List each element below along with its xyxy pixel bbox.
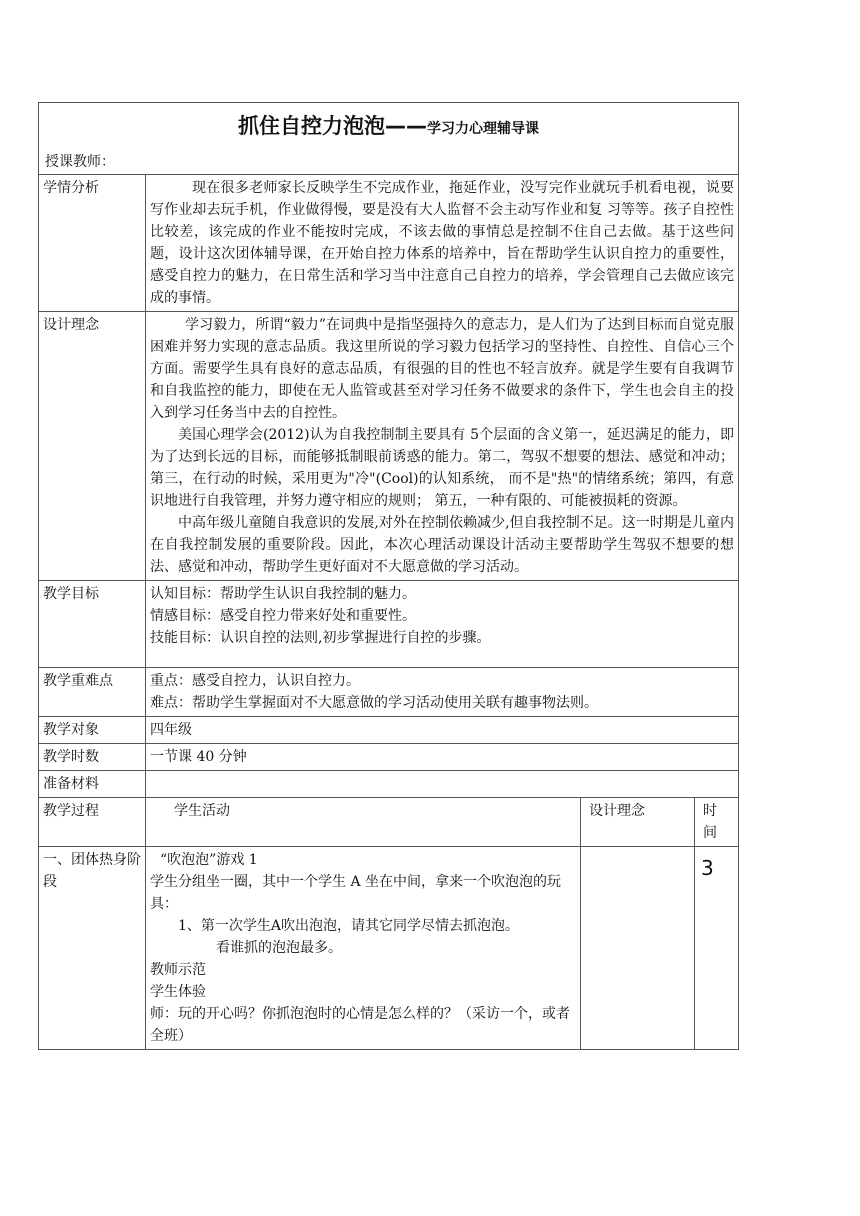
stage1-line: 1、第一次学生A吹出泡泡，请其它同学尽情去抓泡泡。 [178, 918, 520, 934]
target-label: 教学对象 [39, 717, 146, 744]
title-main: 抓住自控力泡泡—— [238, 114, 427, 138]
stage1-line: 看谁抓的泡泡最多。 [216, 940, 342, 956]
situation-row [39, 175, 739, 312]
keypoint-focus: 重点：感受自控力，认识自控力。 [150, 673, 360, 689]
design-label: 设计理念 [39, 312, 146, 581]
title-sub: 学习力心理辅导课 [427, 121, 539, 137]
goals-label: 教学目标 [39, 581, 146, 668]
page-title [45, 115, 732, 140]
keypoint-difficulty: 难点：帮助学生掌握面对不大愿意做的学习活动使用关联有趣事物法则。 [150, 695, 598, 711]
stage1-line: 师：玩的开心吗？你抓泡泡时的心情是怎么样的？（采访一个，或者全班） [150, 1006, 570, 1044]
target-row [39, 717, 739, 744]
stage1-line: 学生体验 [150, 984, 206, 1000]
design-paragraph-3: 中高年级儿童随自我意识的发展,对外在控制依赖减少,但自我控制不足。这一时期是儿童内在自我控制发展的重要阶段。因此，本次心理活动课设计活动主要帮助学生驾驭不想要的想法、感觉和冲动，帮助学生更好面对不大愿意做的学习活动。 [150, 515, 734, 575]
situation-text: 现在很多老师家长反映学生不完成作业，拖延作业，没写完作业就玩手机看电视，说要写作业却去玩手机，作业做得慢，要是没有大人监督不会主动写作业和复 习等等。孩子自控性比较差，该完成的作业不能按时完成，不该去做的事情总是控制不住自己去做。基于这些问题，设计这次团体辅导课，在开始自控力体系的培养中，旨在帮助学生认识自控力的重要性，感受自控力的魅力，在日常生活和学习当中注意自己自控力的培养，学会管理自己去做应该完成的事情。 [150, 180, 734, 306]
target-value: 四年级 [146, 717, 739, 744]
keypoints-label: 教学重难点 [39, 668, 146, 717]
teacher-label: 授课教师： [45, 154, 115, 170]
design-paragraph-2: 美国心理学会(2012)认为自我控制制主要具有 5个层面的含义第一，延迟满足的能力，即为了达到长远的目标，而能够抵制眼前诱惑的能力。第二，驾驭不想要的想法、感觉和冲动；第三，在行动的时候，采用更为"冷"(Cool)的认知系统， 而不是"热"的情绪系统；第四，有意识地进行自我管理，并努力遵守相应的规则； 第五，一种有限的、可能被损耗的资源。 [150, 427, 734, 509]
column-header-design: 设计理念 [581, 798, 695, 847]
goals-row [39, 581, 739, 668]
stage1-line: 学生分组坐一圈，其中一个学生 A 坐在中间，拿来一个吹泡泡的玩具： [150, 874, 562, 912]
stage1-line: 教师示范 [150, 962, 206, 978]
title-row [39, 103, 739, 175]
stage1-time: 3 [695, 847, 739, 1050]
materials-label: 准备材料 [39, 771, 146, 798]
lesson-plan-table [38, 102, 739, 1050]
stage1-design [581, 847, 695, 1050]
design-row [39, 312, 739, 581]
goal-cognitive: 认知目标：帮助学生认识自我控制的魅力。 [150, 586, 416, 602]
duration-value: 一节课 40 分钟 [146, 744, 739, 771]
process-header-row [39, 798, 739, 847]
materials-row [39, 771, 739, 798]
duration-row [39, 744, 739, 771]
lesson-plan [38, 102, 738, 1050]
materials-value [146, 771, 739, 798]
duration-label: 教学时数 [39, 744, 146, 771]
column-header-time: 时间 [695, 798, 739, 847]
keypoints-row [39, 668, 739, 717]
stage1-line: “吹泡泡”游戏 1 [160, 852, 258, 868]
process-label: 教学过程 [39, 798, 146, 847]
stage1-label: 一、团体热身阶段 [39, 847, 146, 1050]
situation-label: 学情分析 [39, 175, 146, 312]
column-header-activity: 学生活动 [146, 798, 581, 847]
stage1-row [39, 847, 739, 1050]
design-paragraph-1: 学习毅力，所谓“毅力”在词典中是指坚强持久的意志力，是人们为了达到目标而自觉克服困难并努力实现的意志品质。我这里所说的学习毅力包括学习的坚持性、自控性、自信心三个方面。需要学生具有良好的意志品质，有很强的目的性也不轻言放弃。就是学生要有自我调节和自我监控的能力，即使在无人监管或甚至对学习任务不做要求的条件下，学生也会自主的投入到学习任务当中去的自控性。 [150, 317, 734, 421]
goal-emotional: 情感目标：感受自控力带来好处和重要性。 [150, 608, 416, 624]
goal-skill: 技能目标：认识自控的法则,初步掌握进行自控的步骤。 [150, 630, 491, 646]
